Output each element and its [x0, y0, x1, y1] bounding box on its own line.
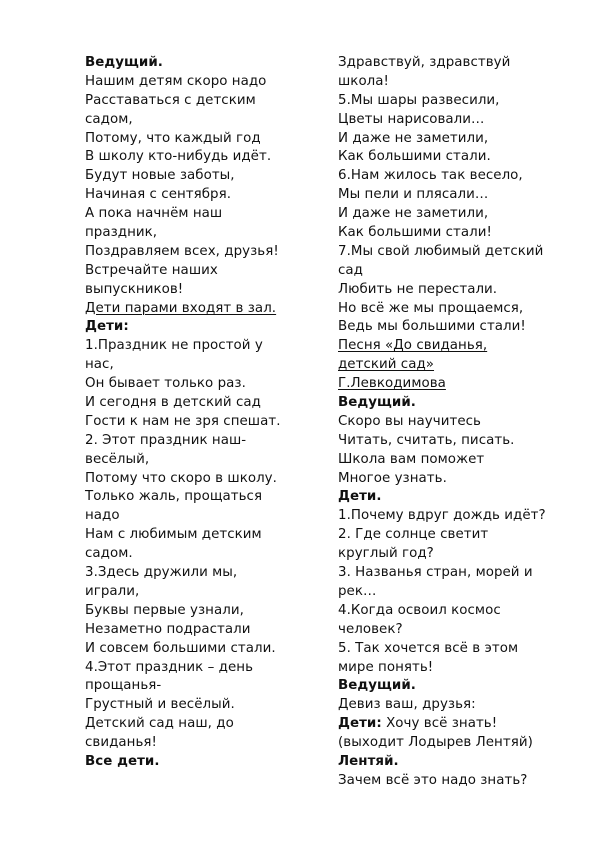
text-line: Грустный и весёлый. — [85, 697, 235, 713]
text-line: выпускников! — [85, 281, 184, 297]
text-line: Потому, что каждый год — [85, 130, 261, 146]
text-line: играли, — [85, 583, 140, 599]
stage-direction: Г.Левкодимова — [338, 376, 446, 392]
text-line: 4.Когда освоил космос — [338, 602, 501, 618]
stage-direction: Дети парами входят в зал. — [85, 300, 277, 316]
text-line: надо — [85, 508, 120, 524]
text-line: школа! — [338, 73, 389, 89]
text-line: И даже не заметили, — [338, 130, 489, 146]
text-line: Зачем всё это надо знать? — [338, 772, 528, 788]
text-line: А пока начнём наш — [85, 206, 223, 222]
speaker-heading: Дети: — [85, 319, 129, 335]
text-line: Ведь мы большими стали! — [338, 319, 526, 335]
text-line: Расставаться с детским — [85, 92, 256, 108]
text-line: Нам с любимым детским — [85, 527, 262, 543]
text-line: сад — [338, 262, 363, 278]
stage-direction: детский сад» — [338, 357, 435, 373]
line-text: Хочу всё знать! — [381, 716, 498, 732]
text-line: 5.Мы шары развесили, — [338, 92, 500, 108]
text-line: рек… — [338, 583, 377, 599]
text-line: 7.Мы свой любимый детский — [338, 243, 544, 259]
text-line: Потому что скоро в школу. — [85, 470, 277, 486]
text-line: Мы пели и плясали… — [338, 187, 489, 203]
text-line: Детский сад наш, до — [85, 716, 234, 732]
text-line: Школа вам поможет — [338, 451, 485, 467]
speaker-heading: Лентяй. — [338, 753, 399, 769]
text-line: Поздравляем всех, друзья! — [85, 243, 279, 259]
text-line: прощанья- — [85, 678, 162, 694]
text-line: Читать, считать, писать. — [338, 432, 515, 448]
text-line: Здравствуй, здравствуй — [338, 55, 511, 70]
text-line: Он бывает только раз. — [85, 376, 246, 392]
text-line: весёлый, — [85, 451, 150, 467]
text-line: садом. — [85, 546, 133, 562]
text-line: 1.Праздник не простой у — [85, 338, 263, 354]
text-line: мире понять! — [338, 659, 434, 675]
text-line: Будут новые заботы, — [85, 168, 235, 184]
speaker-heading: Ведущий. — [85, 55, 163, 70]
text-line: Как большими стали! — [338, 225, 492, 241]
speaker-heading: Ведущий. — [338, 395, 416, 411]
text-line: человек? — [338, 621, 403, 637]
text-line: 4.Этот праздник – день — [85, 659, 254, 675]
text-line: Но всё же мы прощаемся, — [338, 300, 524, 316]
speaker-heading: Все дети. — [85, 753, 160, 769]
text-line: Девиз ваш, друзья: — [338, 697, 476, 713]
text-line — [338, 715, 573, 734]
text-line: праздник, — [85, 225, 158, 241]
text-line: 1.Почему вдруг дождь идёт? — [338, 508, 546, 524]
text-line: 3.Здесь дружили мы, — [85, 565, 238, 581]
text-line: Цветы нарисовали… — [338, 111, 485, 127]
text-line: 2. Где солнце светит — [338, 527, 489, 543]
stage-direction: Песня «До свиданья, — [338, 338, 488, 354]
text-line: круглый год? — [338, 546, 434, 562]
text-line: И сегодня в детский сад — [85, 395, 261, 411]
text-line: нас, — [85, 357, 114, 373]
text-line: Незаметно подрастали — [85, 621, 251, 637]
text-line: Скоро вы научитесь — [338, 413, 481, 429]
speaker-heading: Ведущий. — [338, 678, 416, 694]
text-line: Буквы первые узнали, — [85, 602, 244, 618]
left-column — [85, 54, 325, 772]
text-line: Как большими стали. — [338, 149, 491, 165]
text-line: 5. Так хочется всё в этом — [338, 640, 519, 656]
text-line: Многое узнать. — [338, 470, 447, 486]
text-line: 6.Нам жилось так весело, — [338, 168, 523, 184]
text-line: Любить не перестали. — [338, 281, 498, 297]
speaker-label: Дети: — [338, 716, 382, 732]
text-line: 2. Этот праздник наш- — [85, 432, 247, 448]
text-line: Начиная с сентября. — [85, 187, 232, 203]
text-line: И даже не заметили, — [338, 206, 489, 222]
text-line: Нашим детям скоро надо — [85, 73, 267, 89]
text-line: Встречайте наших — [85, 262, 218, 278]
text-line: Гости к нам не зря спешат. — [85, 413, 281, 429]
speaker-heading: Дети. — [338, 489, 382, 505]
text-line: 3. Названья стран, морей и — [338, 565, 533, 581]
text-line: садом, — [85, 111, 133, 127]
text-line: Только жаль, прощаться — [85, 489, 263, 505]
text-line: В школу кто-нибудь идёт. — [85, 149, 272, 165]
text-line: И совсем большими стали. — [85, 640, 276, 656]
text-line: (выходит Лодырев Лентяй) — [338, 735, 533, 751]
right-column — [338, 54, 573, 791]
text-line: свиданья! — [85, 735, 157, 751]
